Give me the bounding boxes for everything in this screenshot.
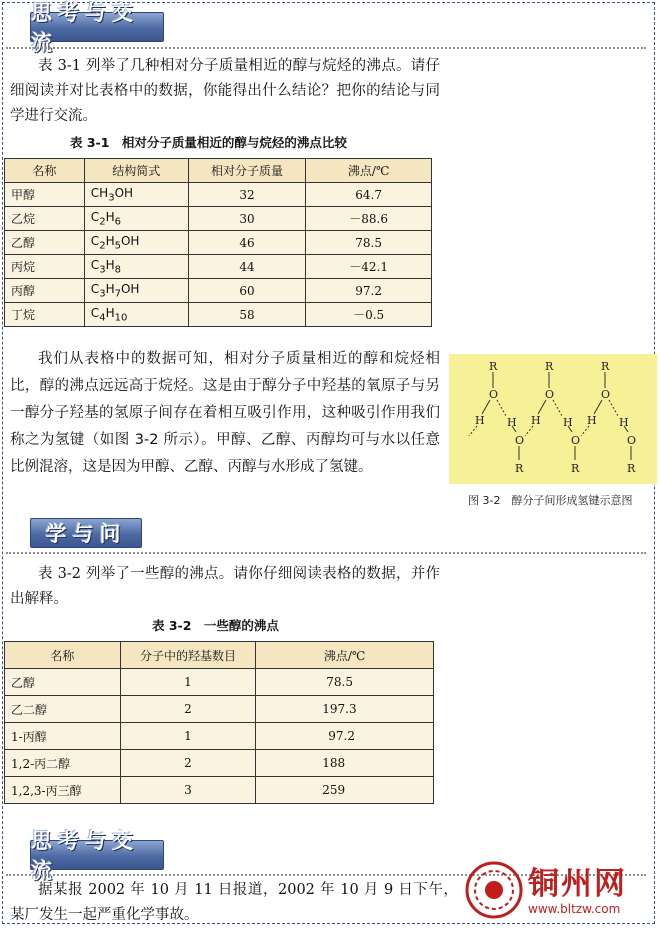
- table-alcohol-boiling-points: [4, 641, 434, 804]
- section-badge-think-discuss: 思考与交流: [30, 840, 164, 870]
- cell-mass: 32: [188, 183, 306, 207]
- cell-hydroxyl-count: 1: [120, 669, 256, 696]
- column-header: 沸点/℃: [306, 159, 432, 183]
- table-row: [5, 279, 432, 303]
- section3-paragraph: 据某报 2002 年 10 月 11 日报道，2002 年 10 月 9 日下午，某厂发生一起严重化学事故。: [10, 882, 458, 923]
- atom-o: O: [601, 388, 611, 401]
- cell-bp: 197.3: [256, 696, 434, 723]
- cell-hydroxyl-count: 1: [120, 723, 256, 750]
- table-row: [5, 777, 434, 804]
- atom-r: R: [545, 360, 554, 373]
- column-header: 分子中的羟基数目: [120, 642, 256, 669]
- cell-name: 乙二醇: [5, 696, 121, 723]
- table-header-row: [5, 159, 432, 183]
- hydrogen-bond-paragraph: 我们从表格中的数据可知，相对分子质量相近的醇和烷烃相比，醇的沸点远远高于烷烃。这是由于醇分子中羟基的氧原子与另一醇分子羟基的氢原子间存在着相互吸引作用，这种吸引作用我们称之为氢键（如图 3-2 所示）。甲醇、乙醇、丙醇均可与水以任意比例混溶，这是因为甲醇、乙醇、丙醇与水形成了氢键。: [10, 351, 440, 475]
- atom-h: H: [507, 416, 517, 429]
- table-row: [5, 231, 432, 255]
- cell-formula: $C_4H_{10}$: [84, 303, 188, 327]
- section2-paragraph: 表 3-2 列举了一些醇的沸点。请你仔细阅读表格的数据，并作出解释。: [10, 566, 440, 607]
- cell-bp: 188: [256, 750, 434, 777]
- atom-h: H: [587, 414, 597, 427]
- cell-name: 丙醇: [5, 279, 85, 303]
- atom-o: O: [489, 388, 499, 401]
- table-row: [5, 303, 432, 327]
- cell-bp: 78.5: [256, 669, 434, 696]
- cell-bp: －0.5: [306, 303, 432, 327]
- cell-formula: $C_2H_6$: [84, 207, 188, 231]
- cell-formula: $C_3H_7OH$: [84, 279, 188, 303]
- cell-hydroxyl-count: 2: [120, 696, 256, 723]
- column-header: 名称: [5, 159, 85, 183]
- column-header: 沸点/℃: [256, 642, 434, 669]
- atom-h: H: [531, 414, 541, 427]
- table-boiling-points-alcohol-alkane: [4, 158, 432, 327]
- atom-r: R: [515, 462, 524, 475]
- cell-mass: 58: [188, 303, 306, 327]
- cell-bp: 64.7: [306, 183, 432, 207]
- cell-bp: 78.5: [306, 231, 432, 255]
- cell-bp: 97.2: [256, 723, 434, 750]
- cell-name: 1-丙醇: [5, 723, 121, 750]
- figure-caption: 图 3-2 醇分子间形成氢键示意图: [468, 494, 633, 507]
- atom-r: R: [601, 360, 610, 373]
- atom-o: O: [627, 434, 637, 447]
- figure-hydrogen-bond-diagram: [449, 354, 657, 484]
- table-header-row: [5, 642, 434, 669]
- atom-r: R: [489, 360, 498, 373]
- watermark-logo-icon: [464, 860, 524, 920]
- table-row: [5, 207, 432, 231]
- cell-name: 乙醇: [5, 669, 121, 696]
- cell-mass: 44: [188, 255, 306, 279]
- table-row: [5, 183, 432, 207]
- cell-name: 丙烷: [5, 255, 85, 279]
- atom-r: R: [571, 462, 580, 475]
- cell-formula: $C_3H_8$: [84, 255, 188, 279]
- watermark: [462, 858, 652, 924]
- cell-name: 乙烷: [5, 207, 85, 231]
- watermark-url: www.bltzw.com: [528, 902, 621, 916]
- cell-hydroxyl-count: 3: [120, 777, 256, 804]
- table-row: [5, 255, 432, 279]
- watermark-title: 铜州网: [528, 866, 627, 902]
- column-header: 结构简式: [84, 159, 188, 183]
- atom-o: O: [515, 434, 525, 447]
- atom-o: O: [545, 388, 555, 401]
- cell-bp: 97.2: [306, 279, 432, 303]
- table-row: [5, 696, 434, 723]
- cell-name: 丁烷: [5, 303, 85, 327]
- cell-formula: $C_2H_5OH$: [84, 231, 188, 255]
- cell-name: 1,2,3-丙三醇: [5, 777, 121, 804]
- cell-name: 1,2-丙二醇: [5, 750, 121, 777]
- cell-mass: 46: [188, 231, 306, 255]
- hydrogen-bond-diagram: [449, 354, 657, 484]
- cell-name: 甲醇: [5, 183, 85, 207]
- cell-formula: $CH_3OH$: [84, 183, 188, 207]
- cell-bp: －42.1: [306, 255, 432, 279]
- section-divider: [6, 47, 646, 49]
- table-row: [5, 723, 434, 750]
- column-header: 名称: [5, 642, 121, 669]
- column-header: 相对分子质量: [188, 159, 306, 183]
- table1-caption: 表 3-1 相对分子质量相近的醇与烷烃的沸点比较: [70, 135, 347, 150]
- cell-bp: －88.6: [306, 207, 432, 231]
- atom-h: H: [619, 416, 629, 429]
- atom-r: R: [627, 462, 636, 475]
- table-row: [5, 750, 434, 777]
- atom-o: O: [571, 434, 581, 447]
- section-badge-think-discuss: 思考与交流: [30, 12, 164, 42]
- atom-h: H: [563, 416, 573, 429]
- cell-mass: 30: [188, 207, 306, 231]
- section-badge-learn-ask: 学与问: [30, 518, 142, 548]
- table-row: [5, 669, 434, 696]
- cell-mass: 60: [188, 279, 306, 303]
- section-divider: [6, 552, 646, 554]
- section1-paragraph: 表 3-1 列举了几种相对分子质量相近的醇与烷烃的沸点。请仔细阅读并对比表格中的数据，你能得出什么结论？把你的结论与同学进行交流。: [10, 58, 440, 124]
- atom-h: H: [475, 414, 485, 427]
- table2-caption: 表 3-2 一些醇的沸点: [152, 618, 279, 633]
- cell-name: 乙醇: [5, 231, 85, 255]
- cell-hydroxyl-count: 2: [120, 750, 256, 777]
- cell-bp: 259: [256, 777, 434, 804]
